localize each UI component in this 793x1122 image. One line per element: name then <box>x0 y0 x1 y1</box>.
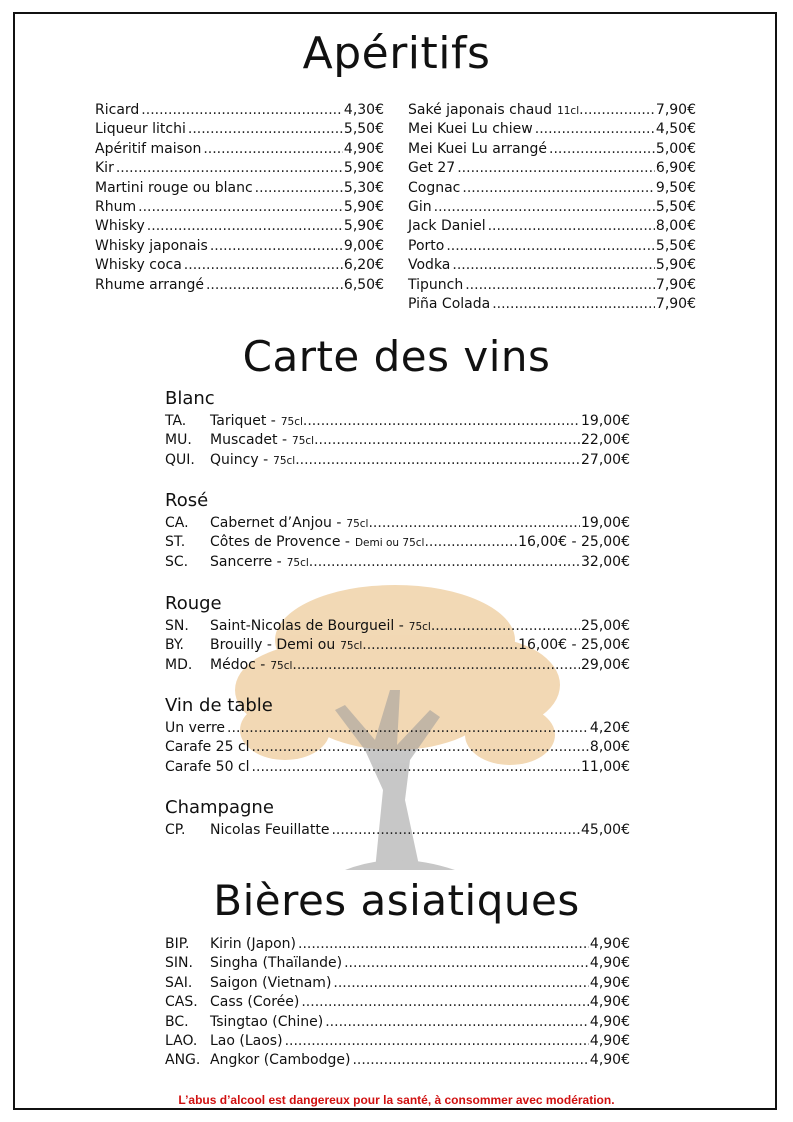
wine-list-rouge <box>165 617 630 675</box>
menu-item <box>95 237 384 256</box>
item-price: 22,00€ <box>581 432 630 449</box>
menu-item <box>95 159 384 178</box>
menu-item <box>408 217 696 236</box>
item-name: Carafe 50 cl <box>165 758 250 775</box>
item-price: 45,00€ <box>581 822 630 838</box>
item-name: Apéritif maison <box>95 140 202 157</box>
menu-item <box>408 276 696 295</box>
item-code: MD. <box>165 656 193 673</box>
dot-leader <box>452 256 655 275</box>
item-name: Cabernet d’Anjou - <box>210 515 342 531</box>
item-price: 5,50€ <box>655 198 696 215</box>
item-price: 19,00€ <box>581 413 630 429</box>
item-code: ST. <box>165 534 186 551</box>
menu-item <box>95 179 384 198</box>
item-price: 4,30€ <box>343 102 384 118</box>
menu-item <box>95 140 384 159</box>
item-code: BC. <box>165 1013 189 1030</box>
menu-item <box>165 451 630 470</box>
item-name: Carafe 25 cl <box>165 739 250 756</box>
item-code: CAS. <box>165 994 198 1011</box>
item-price: 11,00€ <box>581 758 630 775</box>
item-name: Rhume arrangé <box>95 276 204 293</box>
menu-item <box>165 935 630 954</box>
dot-leader <box>325 1013 589 1032</box>
item-price: 4,50€ <box>655 121 696 138</box>
item-name: Brouilly - Demi ou <box>210 637 336 654</box>
item-price: 27,00€ <box>581 451 630 468</box>
menu-item <box>95 101 384 120</box>
item-name: Mei Kuei Lu chiew <box>408 121 533 138</box>
item-name: Singha (Thaïlande) <box>210 955 343 972</box>
menu-item <box>165 1051 630 1070</box>
dot-leader <box>252 738 589 757</box>
dot-leader <box>368 514 580 533</box>
dot-leader <box>141 101 343 120</box>
item-price: 5,00€ <box>655 140 696 157</box>
item-size: 75cl <box>270 659 293 672</box>
dot-leader <box>309 553 580 572</box>
item-price: 25,00€ <box>581 618 630 634</box>
item-name: Tipunch <box>408 276 464 293</box>
dot-leader <box>352 1051 588 1070</box>
dot-leader <box>227 719 589 738</box>
item-code: TA. <box>165 413 187 429</box>
dot-leader <box>446 237 655 256</box>
item-name: Nicolas Feuillatte <box>210 822 330 838</box>
item-name: Porto <box>408 237 445 254</box>
item-price: 32,00€ <box>581 553 630 570</box>
item-code: MU. <box>165 432 192 449</box>
dot-leader <box>184 256 343 275</box>
item-code: SAI. <box>165 974 193 991</box>
item-price: 8,00€ <box>589 739 630 756</box>
item-name: Martini rouge ou blanc <box>95 179 253 196</box>
dot-leader <box>579 101 655 120</box>
item-name: Lao (Laos) <box>210 1032 283 1049</box>
dot-leader <box>362 636 517 655</box>
item-code: SIN. <box>165 955 193 972</box>
item-name: Gin <box>408 198 432 215</box>
item-name: Cass (Corée) <box>210 994 300 1011</box>
item-size: 75cl <box>273 454 296 467</box>
beers-title: Bières asiatiques <box>213 876 580 925</box>
item-name: Tsingtao (Chine) <box>210 1013 324 1030</box>
dot-leader <box>116 159 343 178</box>
item-price: 7,90€ <box>655 295 696 312</box>
item-price: 4,90€ <box>589 1013 630 1030</box>
wine-list-champagne <box>165 821 630 840</box>
menu-item <box>165 1032 630 1051</box>
item-name: Mei Kuei Lu arrangé <box>408 140 548 157</box>
item-price: 6,50€ <box>343 276 384 293</box>
dot-leader <box>465 276 655 295</box>
item-name: Quincy - <box>210 451 269 468</box>
dot-leader <box>206 276 343 295</box>
dot-leader <box>292 656 580 675</box>
menu-item <box>165 617 630 636</box>
menu-item <box>95 198 384 217</box>
item-size: 75cl <box>286 556 309 569</box>
dot-leader <box>295 451 580 470</box>
wine-list-rose <box>165 514 630 572</box>
item-price: 8,00€ <box>655 218 696 235</box>
menu-item <box>165 412 630 431</box>
item-price: 5,90€ <box>655 257 696 274</box>
dot-leader <box>303 412 580 431</box>
wine-list-title: Carte des vins <box>242 332 551 381</box>
menu-item <box>165 954 630 973</box>
dot-leader <box>344 954 589 973</box>
section-heading-rose: Rosé <box>165 490 209 511</box>
menu-item <box>165 636 630 655</box>
menu-item <box>165 821 630 840</box>
dot-leader <box>431 617 580 636</box>
item-price: 7,90€ <box>655 102 696 118</box>
dot-leader <box>457 159 655 178</box>
beer-list <box>165 935 630 1071</box>
menu-item <box>408 295 696 314</box>
item-price: 4,90€ <box>589 974 630 991</box>
item-price: 5,90€ <box>343 198 384 215</box>
menu-item <box>165 1013 630 1032</box>
item-price: 4,20€ <box>589 720 630 736</box>
menu-item <box>408 237 696 256</box>
item-price: 5,90€ <box>343 218 384 235</box>
item-name: Jack Daniel <box>408 218 486 235</box>
item-name: Saké japonais chaud <box>408 102 553 118</box>
menu-item <box>165 993 630 1012</box>
section-heading-champagne: Champagne <box>165 797 274 818</box>
item-size: Demi ou 75cl <box>354 537 425 550</box>
item-name: Tariquet - <box>210 413 276 429</box>
item-price: 5,30€ <box>343 179 384 196</box>
item-price: 19,00€ <box>581 515 630 531</box>
item-price: 4,90€ <box>589 1052 630 1069</box>
item-name: Kirin (Japon) <box>210 936 296 952</box>
item-name: Rhum <box>95 198 137 215</box>
dot-leader <box>535 120 655 139</box>
menu-item <box>165 974 630 993</box>
item-price: 7,90€ <box>655 276 696 293</box>
menu-item <box>165 533 630 552</box>
item-name: Sancerre - <box>210 553 282 570</box>
item-price: 4,90€ <box>589 994 630 1011</box>
menu-item <box>408 140 696 159</box>
menu-item <box>165 431 630 450</box>
menu-item <box>408 198 696 217</box>
item-name: Whisky japonais <box>95 237 208 254</box>
item-size: 75cl <box>340 640 363 653</box>
item-size: 75cl <box>408 621 431 633</box>
dot-leader <box>252 758 580 777</box>
item-name: Angkor (Cambodge) <box>210 1052 351 1069</box>
aperitifs-title: Apéritifs <box>302 28 491 79</box>
aperitifs-left-list <box>95 101 384 295</box>
item-size: 75cl <box>292 435 315 448</box>
item-price: 6,20€ <box>343 257 384 274</box>
section-heading-rouge: Rouge <box>165 593 222 614</box>
menu-item <box>165 656 630 675</box>
section-heading-vin-de-table: Vin de table <box>165 695 273 716</box>
item-price: 16,00€ - 25,00€ <box>518 637 630 654</box>
item-name: Saigon (Vietnam) <box>210 974 332 991</box>
item-price: 9,50€ <box>655 179 696 196</box>
item-price: 29,00€ <box>581 656 630 673</box>
dot-leader <box>298 935 589 954</box>
item-name: Côtes de Provence - <box>210 534 350 551</box>
item-name: Ricard <box>95 102 140 118</box>
menu-item <box>408 101 696 120</box>
menu-item <box>95 256 384 275</box>
section-heading-blanc: Blanc <box>165 388 215 409</box>
menu-item <box>95 276 384 295</box>
item-price: 4,90€ <box>589 1032 630 1049</box>
menu-item <box>95 217 384 236</box>
dot-leader <box>434 198 655 217</box>
dot-leader <box>203 140 343 159</box>
item-price: 6,90€ <box>655 160 696 177</box>
item-price: 9,00€ <box>343 237 384 254</box>
dot-leader <box>488 217 655 236</box>
dot-leader <box>333 974 589 993</box>
menu-item <box>408 120 696 139</box>
item-name: Cognac <box>408 179 461 196</box>
item-code: CP. <box>165 822 186 838</box>
menu-item <box>165 553 630 572</box>
item-code: BIP. <box>165 936 190 952</box>
dot-leader <box>314 431 580 450</box>
dot-leader <box>462 179 655 198</box>
item-name: Liqueur litchi <box>95 121 186 138</box>
item-code: SC. <box>165 553 189 570</box>
item-price: 4,90€ <box>343 140 384 157</box>
item-price: 5,50€ <box>655 237 696 254</box>
aperitifs-right-list <box>408 101 696 314</box>
item-price: 4,90€ <box>589 936 630 952</box>
dot-leader <box>138 198 343 217</box>
item-name: Saint-Nicolas de Bourgueil - <box>210 618 404 634</box>
menu-item <box>408 256 696 275</box>
item-name: Vodka <box>408 257 451 274</box>
item-name: Get 27 <box>408 160 456 177</box>
dot-leader <box>147 217 343 236</box>
menu-item <box>165 514 630 533</box>
item-code: SN. <box>165 618 189 634</box>
item-price: 5,50€ <box>343 121 384 138</box>
menu-item <box>165 738 630 757</box>
dot-leader <box>549 140 655 159</box>
dot-leader <box>210 237 343 256</box>
item-code: CA. <box>165 515 189 531</box>
item-name: Un verre <box>165 720 226 736</box>
item-name: Whisky coca <box>95 257 182 274</box>
dot-leader <box>331 821 580 840</box>
item-name: Whisky <box>95 218 145 235</box>
wine-list-table <box>165 719 630 777</box>
menu-item <box>408 179 696 198</box>
item-size: 75cl <box>346 518 369 530</box>
dot-leader <box>424 533 517 552</box>
item-name: Médoc - <box>210 656 266 673</box>
item-size: 11cl <box>557 105 580 117</box>
dot-leader <box>255 179 343 198</box>
menu-item <box>95 120 384 139</box>
item-price: 5,90€ <box>343 160 384 177</box>
item-size: 75cl <box>280 416 303 428</box>
item-price: 16,00€ - 25,00€ <box>518 534 630 551</box>
item-name: Muscadet - <box>210 432 288 449</box>
alcohol-warning: L’abus d’alcool est dangereux pour la santé, à consommer avec modération. <box>178 1093 615 1107</box>
menu-item <box>165 719 630 738</box>
wine-list-blanc <box>165 412 630 470</box>
dot-leader <box>492 295 655 314</box>
item-name: Kir <box>95 160 114 177</box>
dot-leader <box>285 1032 589 1051</box>
dot-leader <box>301 993 589 1012</box>
item-code: ANG. <box>165 1052 201 1069</box>
menu-item <box>408 159 696 178</box>
item-code: LAO. <box>165 1032 198 1049</box>
item-price: 4,90€ <box>589 955 630 972</box>
item-name: Piña Colada <box>408 295 491 312</box>
item-code: QUI. <box>165 451 195 468</box>
dot-leader <box>188 120 343 139</box>
item-code: BY. <box>165 637 185 654</box>
menu-item <box>165 758 630 777</box>
